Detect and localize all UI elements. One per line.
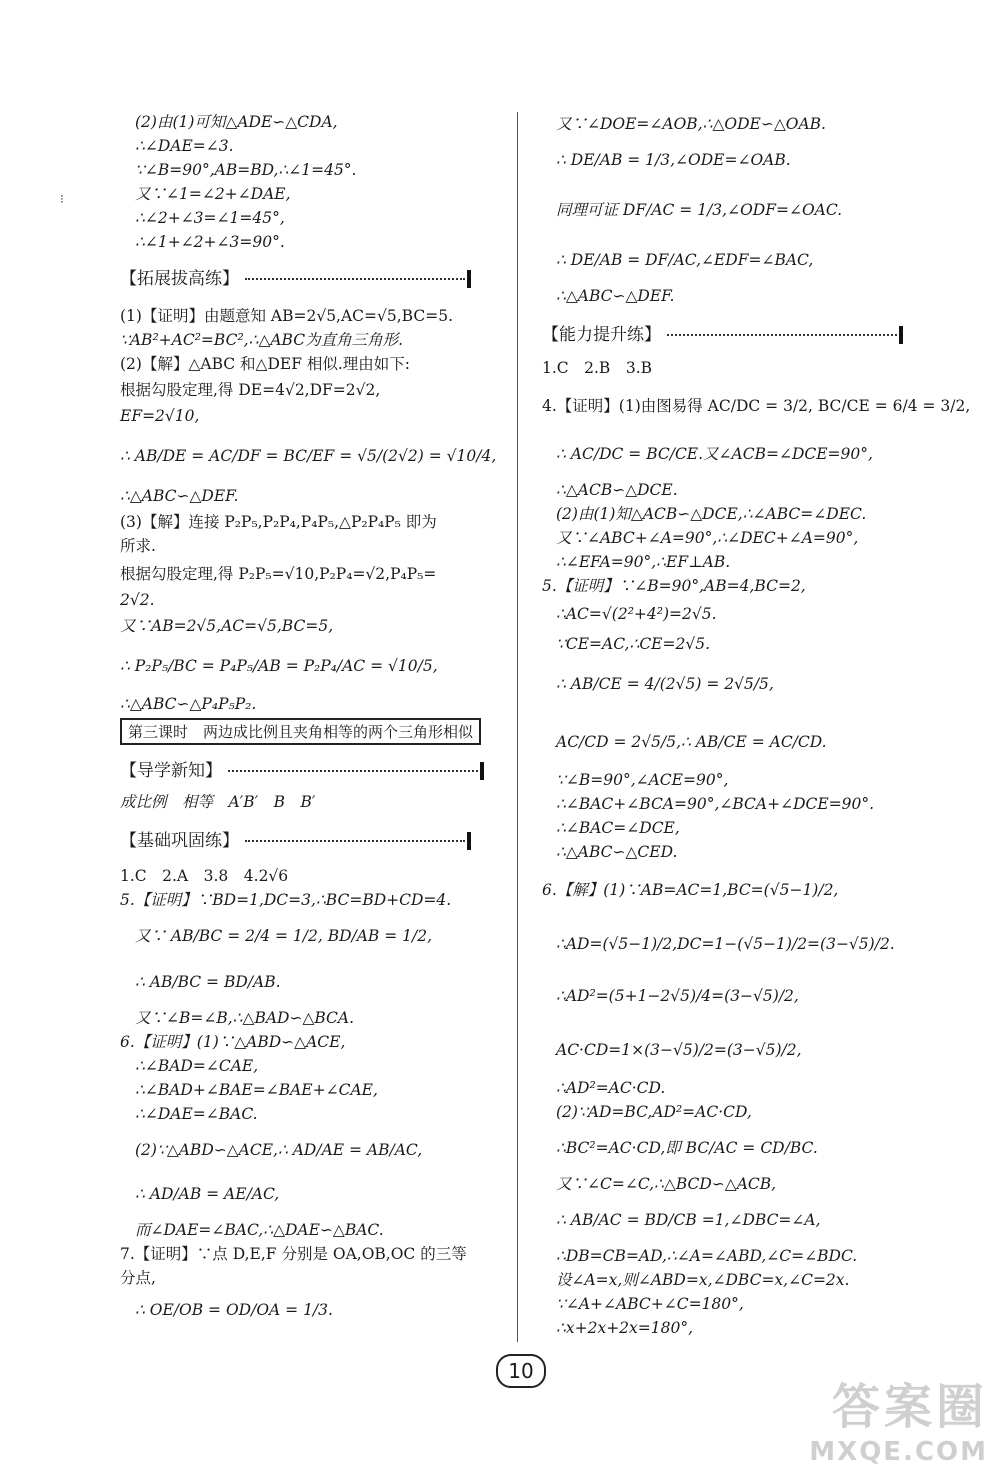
text-line: 6.【证明】(1)∵△ABD∽△ACE, [120, 1033, 346, 1051]
text-line: ∵∠A+∠ABC+∠C=180°, [556, 1295, 744, 1313]
text-line: ∵CE=AC,∴CE=2√5. [556, 635, 711, 653]
text-line: 又∵ AB/BC = 2/4 = 1/2, BD/AB = 1/2, [135, 927, 433, 945]
text-line: 所求. [120, 537, 156, 555]
text-line: (2)∵AD=BC,AD²=AC·CD, [556, 1103, 752, 1121]
text-line: 5.【证明】∵BD=1,DC=3,∴BC=BD+CD=4. [120, 891, 452, 909]
text-line: ∴△ABC∽△DEF. [556, 287, 675, 305]
text-line: 成比例 相等 A′B′ B B′ [120, 793, 316, 811]
text-line: ∴ AB/CE = 4/(2√5) = 2√5/5, [556, 675, 774, 693]
text-line: ∴ AD/AB = AE/AC, [135, 1185, 280, 1203]
text-line: 5.【证明】∵∠B=90°,AB=4,BC=2, [542, 577, 806, 595]
text-line: ∴∠DAE=∠BAC. [135, 1105, 258, 1123]
text-line: ∴DB=CB=AD,∴∠A=∠ABD,∠C=∠BDC. [556, 1247, 858, 1265]
text-line: ∴△ABC∽△DEF. [120, 487, 239, 505]
text-line: AC/CD = 2√5/5,∴ AB/CE = AC/CD. [556, 733, 827, 751]
text-line: ∴∠2+∠3=∠1=45°, [135, 209, 285, 227]
text-line: ∴∠1+∠2+∠3=90°. [135, 233, 285, 251]
section-heading-nengli [542, 320, 903, 345]
text-line: ∴∠BAD+∠BAE=∠BAE+∠CAE, [135, 1081, 378, 1099]
text-line: 又∵∠1=∠2+∠DAE, [135, 185, 291, 203]
heading-label: 【拓展拔高练】 [120, 269, 239, 289]
margin-mark: ⁝ [60, 192, 64, 206]
heading-dots [228, 770, 478, 772]
text-line: ∴ AB/BC = BD/AB. [135, 973, 281, 991]
text-line: ∴∠BAC=∠DCE, [556, 819, 680, 837]
heading-bar [899, 326, 903, 344]
text-line: ∴AD²=AC·CD. [556, 1079, 666, 1097]
text-line: ∴ AB/DE = AC/DF = BC/EF = √5/(2√2) = √10/4, [120, 447, 497, 465]
watermark-logo [809, 1368, 988, 1467]
heading-bar [467, 832, 471, 850]
text-line: ∴ DE/AB = 1/3,∠ODE=∠OAB. [556, 151, 791, 169]
text-line: AC·CD=1×(3−√5)/2=(3−√5)/2, [556, 1041, 802, 1059]
text-line: ∴ AC/DC = BC/CE.又∠ACB=∠DCE=90°, [556, 445, 873, 463]
heading-bar [480, 762, 484, 780]
text-line: 又∵AB=2√5,AC=√5,BC=5, [120, 617, 334, 635]
text-line: ∴ OE/OB = OD/OA = 1/3. [135, 1301, 333, 1319]
page-number: 10 [496, 1354, 546, 1388]
text-line: 分点, [120, 1269, 156, 1287]
text-line: 又∵∠B=∠B,∴△BAD∽△BCA. [135, 1009, 355, 1027]
text-line: ∴ P₂P₅/BC = P₄P₅/AB = P₂P₄/AC = √10/5, [120, 657, 438, 675]
text-line: ∴△ABC∽△P₄P₅P₂. [120, 695, 257, 713]
text-line: ∴∠EFA=90°,∴EF⊥AB. [556, 553, 731, 571]
text-line: ∵∠B=90°,AB=BD,∴∠1=45°. [135, 161, 357, 179]
text-line: ∴△ABC∽△CED. [556, 843, 678, 861]
text-line: 根据勾股定理,得 P₂P₅=√10,P₂P₄=√2,P₄P₅= [120, 565, 437, 583]
text-line: 又∵∠ABC+∠A=90°,∴∠DEC+∠A=90°, [556, 529, 859, 547]
text-line: ∵AB²+AC²=BC²,∴△ABC为直角三角形. [120, 331, 404, 349]
heading-label: 【导学新知】 [120, 761, 222, 781]
watermark-line2: MXQE.COM [809, 1437, 988, 1467]
text-line: ∴x+2x+2x=180°, [556, 1319, 694, 1337]
text-line: 1.C 2.A 3.8 4.2√6 [120, 867, 289, 885]
text-line: 设∠A=x,则∠ABD=x,∠DBC=x,∠C=2x. [556, 1271, 850, 1289]
watermark-line1: 答案圈 [831, 1379, 988, 1435]
text-line: ∴AD=(√5−1)/2,DC=1−(√5−1)/2=(3−√5)/2. [556, 935, 895, 953]
heading-dots [245, 278, 465, 280]
heading-label: 【能力提升练】 [542, 325, 661, 345]
text-line: EF=2√10, [120, 407, 200, 425]
text-line: 2√2. [120, 591, 155, 609]
text-line: (3)【解】连接 P₂P₅,P₂P₄,P₄P₅,△P₂P₄P₅ 即为 [120, 513, 437, 531]
text-line: ∴△ACB∽△DCE. [556, 481, 678, 499]
text-line: 而∠DAE=∠BAC,∴△DAE∽△BAC. [135, 1221, 384, 1239]
text-line: (2)由(1)可知△ADE∽△CDA, [135, 113, 338, 131]
text-line: 同理可证 DF/AC = 1/3,∠ODF=∠OAC. [556, 201, 843, 219]
text-line: (2)【解】△ABC 和△DEF 相似.理由如下: [120, 355, 411, 373]
text-line: ∴∠BAD=∠CAE, [135, 1057, 259, 1075]
text-line: 4.【证明】(1)由图易得 AC/DC = 3/2, BC/CE = 6/4 = 3/2, [542, 397, 971, 415]
text-line: ∴BC²=AC·CD,即 BC/AC = CD/BC. [556, 1139, 818, 1157]
text-line: ∴ DE/AB = DF/AC,∠EDF=∠BAC, [556, 251, 814, 269]
section-heading-daoxue [120, 756, 484, 781]
section-heading-tuozhan [120, 264, 471, 289]
lesson-title: 第三课时 两边成比例且夹角相等的两个三角形相似 [120, 718, 481, 745]
heading-dots [667, 334, 897, 336]
heading-label: 【基础巩固练】 [120, 831, 239, 851]
text-line: ∴∠BAC+∠BCA=90°,∠BCA+∠DCE=90°. [556, 795, 875, 813]
text-line: ∵∠B=90°,∠ACE=90°, [556, 771, 729, 789]
text-line: ∴AC=√(2²+4²)=2√5. [556, 605, 717, 623]
text-line: (2)∵△ABD∽△ACE,∴ AD/AE = AB/AC, [135, 1141, 423, 1159]
text-line: 又∵∠DOE=∠AOB,∴△ODE∽△OAB. [556, 115, 826, 133]
column-divider [517, 112, 518, 1342]
heading-dots [245, 840, 465, 842]
section-heading-jichu [120, 826, 471, 851]
text-line: 6.【解】(1)∵AB=AC=1,BC=(√5−1)/2, [542, 881, 839, 899]
text-line: 又∵∠C=∠C,∴△BCD∽△ACB, [556, 1175, 777, 1193]
text-line: 7.【证明】∵点 D,E,F 分别是 OA,OB,OC 的三等 [120, 1245, 467, 1263]
text-line: ∴∠DAE=∠3. [135, 137, 234, 155]
text-line: 根据勾股定理,得 DE=4√2,DF=2√2, [120, 381, 381, 399]
text-line: ∴AD²=(5+1−2√5)/4=(3−√5)/2, [556, 987, 799, 1005]
text-line: ∴ AB/AC = BD/CB =1,∠DBC=∠A, [556, 1211, 821, 1229]
text-line: (1)【证明】由题意知 AB=2√5,AC=√5,BC=5. [120, 307, 454, 325]
heading-bar [467, 270, 471, 288]
text-line: 1.C 2.B 3.B [542, 359, 653, 377]
text-line: (2)由(1)知△ACB∽△DCE,∴∠ABC=∠DEC. [556, 505, 867, 523]
